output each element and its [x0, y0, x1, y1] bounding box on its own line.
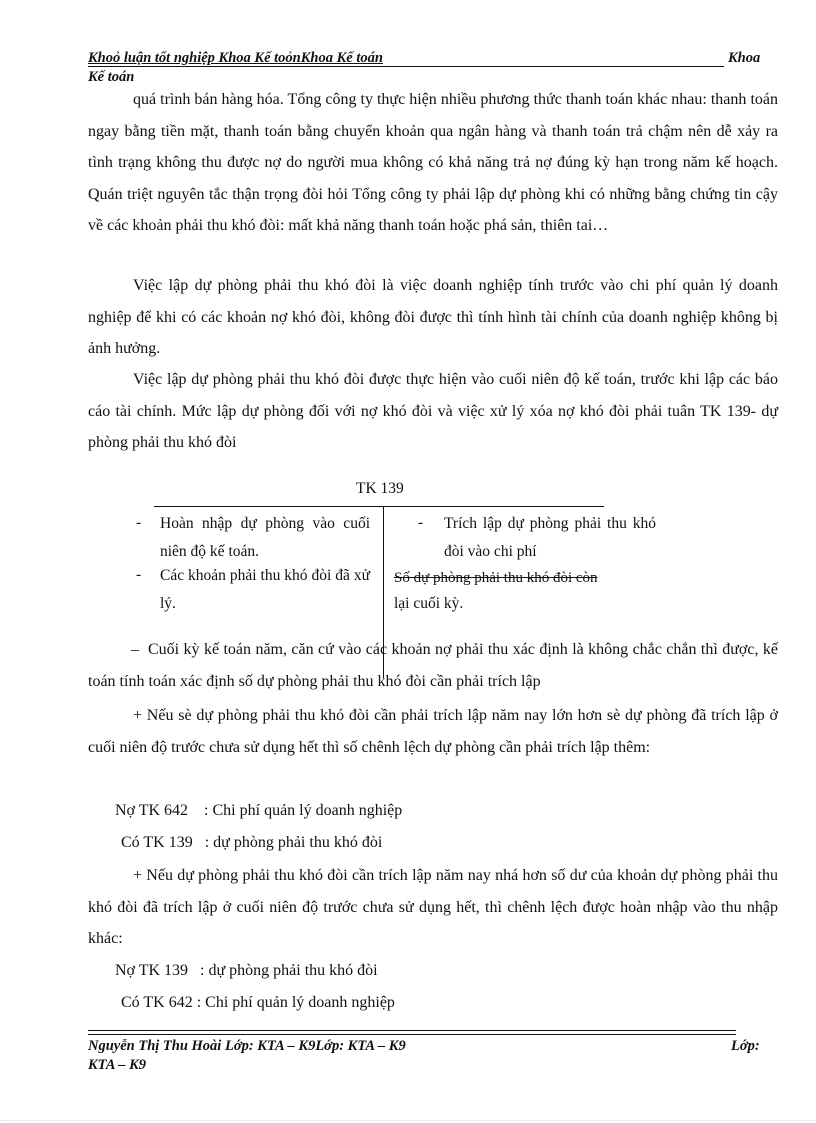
debit-dash-1: -: [136, 514, 142, 531]
paragraph-2: Việc lập dự phòng phải thu khó đòi là việc doanh nghiệp tính trước vào chi phí quản lý doanh nghiệp để khi có các khoản nợ khó đòi, không đòi được thì tính hình tài chính của doanh nghiệp không bị ảnh hưởng.: [88, 277, 778, 357]
footer-right: Lớp:: [731, 1038, 760, 1054]
credit-dash-1: -: [418, 514, 424, 531]
page-bottom-dots: [0, 1120, 816, 1121]
credit-balance-2: lại cuối kỳ.: [394, 595, 464, 612]
header-title: Khoỏ luận tốt nghiệp Khoa Kế toỏnKhoa Kế toán: [88, 50, 383, 66]
entry-2-debit: Nợ TK 139 : dự phòng phải thu khó đòi: [115, 962, 378, 979]
header-right: Khoa: [728, 50, 761, 66]
credit-item-1: Trích lập dự phòng phải thu khó đòi vào chi phí: [444, 515, 656, 560]
header-line2: Kế toán: [88, 69, 135, 85]
debit-dash-2: -: [136, 566, 142, 583]
debit-item-1: Hoàn nhập dự phòng vào cuối niên độ kế toán.: [160, 515, 370, 560]
footer-rule-2: [88, 1034, 736, 1035]
credit-balance-1: Số dự phòng phải thu khó đòi còn: [394, 570, 598, 586]
entry-2-credit: Có TK 642 : Chi phí quản lý doanh nghiệp: [121, 994, 395, 1011]
debit-item-2: Các khoản phải thu khó đòi đã xử lý.: [160, 567, 370, 612]
paragraph-5: + Nếu sè dự phòng phải thu khó đòi cần phải trích lập năm nay lớn hơn sè dự phòng đã trích lập ở cuối niên độ trước chưa sử dụng hết thì số chênh lệch dự phòng cần phải trích lập thêm:: [88, 707, 778, 756]
paragraph-4-dash: _: [131, 636, 139, 653]
paragraph-4: Cuối kỳ kế toán năm, căn cứ vào các khoản nợ phải thu xác định là không chắc chắn thì được, kế toán tính toán xác định số dự phòng phải thu khó đòi cần phải trích lập: [88, 641, 778, 690]
footer-rule-1: [88, 1030, 736, 1031]
page-header: [88, 50, 768, 67]
t-account: [136, 478, 656, 638]
t-account-horizontal-line: [154, 506, 604, 507]
entry-1-credit: Có TK 139 : dự phòng phải thu khó đòi: [121, 834, 383, 851]
paragraph-1: quá trình bán hàng hóa. Tổng công ty thực hiện nhiều phương thức thanh toán khác nhau: thanh toán ngay bằng tiền mặt, thanh toán bằng chuyển khoản qua ngân hàng và thanh toán trả chậm nên dễ xảy ra tình trạng không thu được nợ do người mua không có khả năng trả nợ đúng kỳ hạn trong năm kế hoạch. Quán triệt nguyên tắc thận trọng đòi hỏi Tổng công ty phải lập dự phòng khi có những bằng chứng tin cậy về các khoản phải thu khó đòi: mất khả năng thanh toán hoặc phá sản, thiên tai…: [88, 91, 778, 234]
t-account-title: TK 139: [356, 480, 404, 497]
header-underline: [88, 66, 724, 67]
footer-text: Nguyễn Thị Thu Hoài Lớp: KTA – K9Lớp: KTA – K9: [88, 1038, 406, 1054]
paragraph-6: + Nếu dự phòng phải thu khó đòi cần trích lập năm nay nhá hơn số dư của khoản dự phòng phải thu khó đòi đã trích lập ở cuối niên độ trước chưa sử dụng hết, thì chênh lệch được hoàn nhập vào thu nhập khác:: [88, 867, 778, 947]
footer-line2: KTA – K9: [88, 1057, 147, 1073]
entry-1-debit: Nợ TK 642 : Chi phí quản lý doanh nghiệp: [115, 802, 403, 819]
paragraph-3: Việc lập dự phòng phải thu khó đòi được thực hiện vào cuối niên độ kế toán, trước khi lập các báo cáo tài chính. Mức lập dự phòng đối với nợ khó đòi và việc xử lý xóa nợ khó đòi phải tuân TK 139- dự phòng phải thu khó đòi: [88, 371, 778, 451]
